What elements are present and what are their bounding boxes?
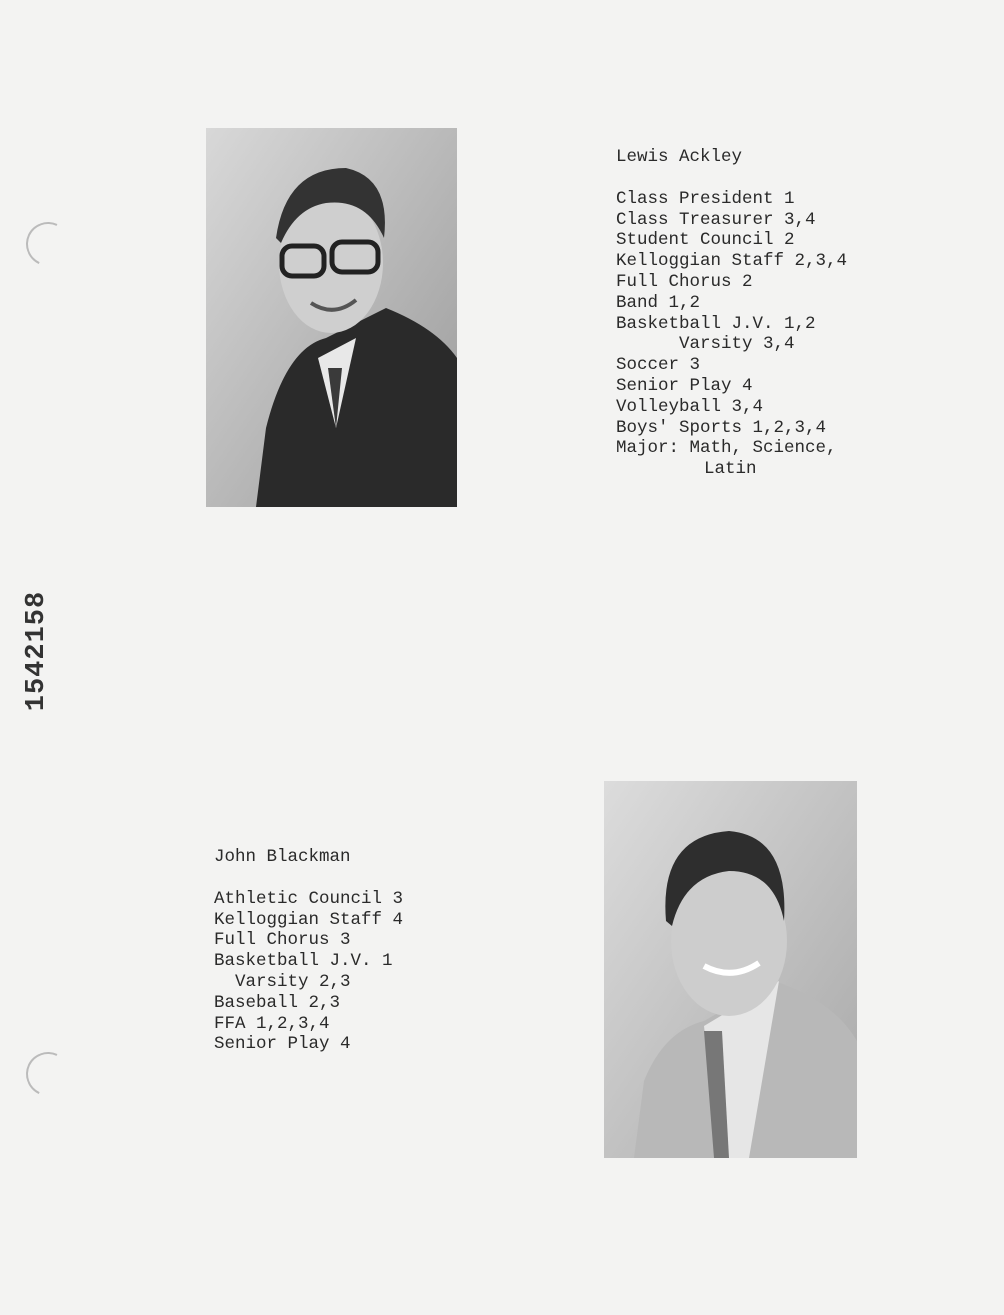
activity: Volleyball 3,4 bbox=[616, 396, 764, 417]
activity: Class President 1 bbox=[616, 188, 795, 209]
activity: Full Chorus 2 bbox=[616, 271, 753, 292]
bio-john-blackman bbox=[214, 847, 403, 1055]
activity: Kelloggian Staff 2,3,4 bbox=[616, 251, 848, 272]
activity: Basketball J.V. 1,2 bbox=[616, 313, 816, 334]
activity: Soccer 3 bbox=[616, 355, 701, 376]
activity: Class Treasurer 3,4 bbox=[616, 209, 816, 230]
activity: Varsity 3,4 bbox=[679, 334, 795, 355]
portrait-lewis-ackley bbox=[206, 128, 457, 507]
activity: Band 1,2 bbox=[616, 292, 701, 313]
activity: Latin bbox=[704, 459, 757, 480]
activity: FFA 1,2,3,4 bbox=[214, 1013, 330, 1034]
activity: Varsity 2,3 bbox=[235, 971, 351, 992]
activity: Senior Play 4 bbox=[616, 375, 753, 396]
activity: Student Council 2 bbox=[616, 230, 795, 251]
activity: Full Chorus 3 bbox=[214, 930, 351, 951]
activity: Kelloggian Staff 4 bbox=[214, 909, 404, 930]
activity: Senior Play 4 bbox=[214, 1034, 351, 1055]
activity: Baseball 2,3 bbox=[214, 992, 341, 1013]
activity: Athletic Council 3 bbox=[214, 888, 404, 909]
activity: Major: Math, Science, bbox=[616, 438, 837, 459]
activity: Boys' Sports 1,2,3,4 bbox=[616, 417, 827, 438]
student-name: John Blackman bbox=[214, 847, 351, 867]
side-number: 1542158 bbox=[22, 590, 52, 712]
student-name: Lewis Ackley bbox=[616, 147, 743, 167]
activity: Basketball J.V. 1 bbox=[214, 951, 393, 972]
binder-hole bbox=[20, 216, 76, 272]
portrait-john-blackman bbox=[604, 781, 857, 1158]
binder-hole bbox=[20, 1046, 76, 1102]
bio-lewis-ackley bbox=[616, 147, 847, 480]
